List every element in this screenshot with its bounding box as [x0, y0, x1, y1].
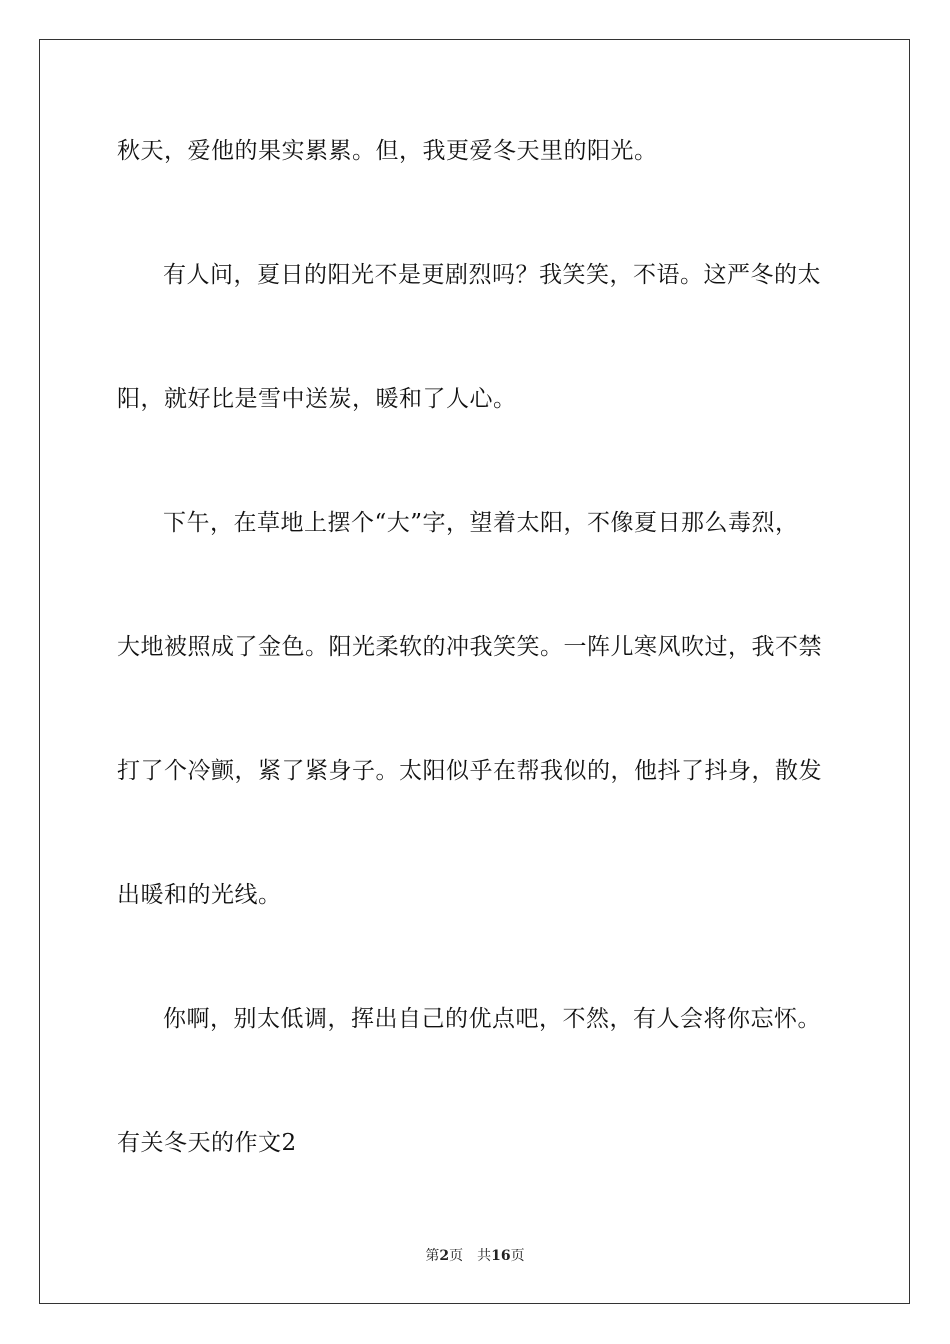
- page-footer: [0, 1247, 950, 1265]
- text-line-8: 你啊，别太低调，挥出自己的优点吧，不然，有人会将你忘怀。: [163, 1006, 821, 1032]
- text-line-3: 阳，就好比是雪中送炭，暖和了人心。: [117, 386, 517, 412]
- footer-total-pages: 16: [491, 1248, 511, 1264]
- page-frame: [39, 39, 910, 1304]
- text-line-1: 秋天，爱他的果实累累。但，我更爱冬天里的阳光。: [117, 138, 658, 164]
- footer-page-number: 2: [439, 1248, 450, 1264]
- footer-total-prefix: 共: [477, 1248, 492, 1264]
- footer-total-suffix: 页: [510, 1248, 525, 1264]
- text-line-4: 下午，在草地上摆个“大”字，望着太阳，不像夏日那么毒烈，: [163, 510, 799, 536]
- text-line-5: 大地被照成了金色。阳光柔软的冲我笑笑。一阵儿寒风吹过，我不禁: [117, 634, 822, 660]
- text-line-2: 有人问，夏日的阳光不是更剧烈吗？我笑笑，不语。这严冬的太: [163, 262, 821, 288]
- section-heading: 有关冬天的作文2: [117, 1130, 297, 1156]
- text-line-6: 打了个冷颤，紧了紧身子。太阳似乎在帮我似的，他抖了抖身，散发: [117, 758, 822, 784]
- footer-page-suffix: 页: [449, 1248, 464, 1264]
- text-line-7: 出暖和的光线。: [117, 882, 282, 908]
- footer-page-prefix: 第: [425, 1248, 440, 1264]
